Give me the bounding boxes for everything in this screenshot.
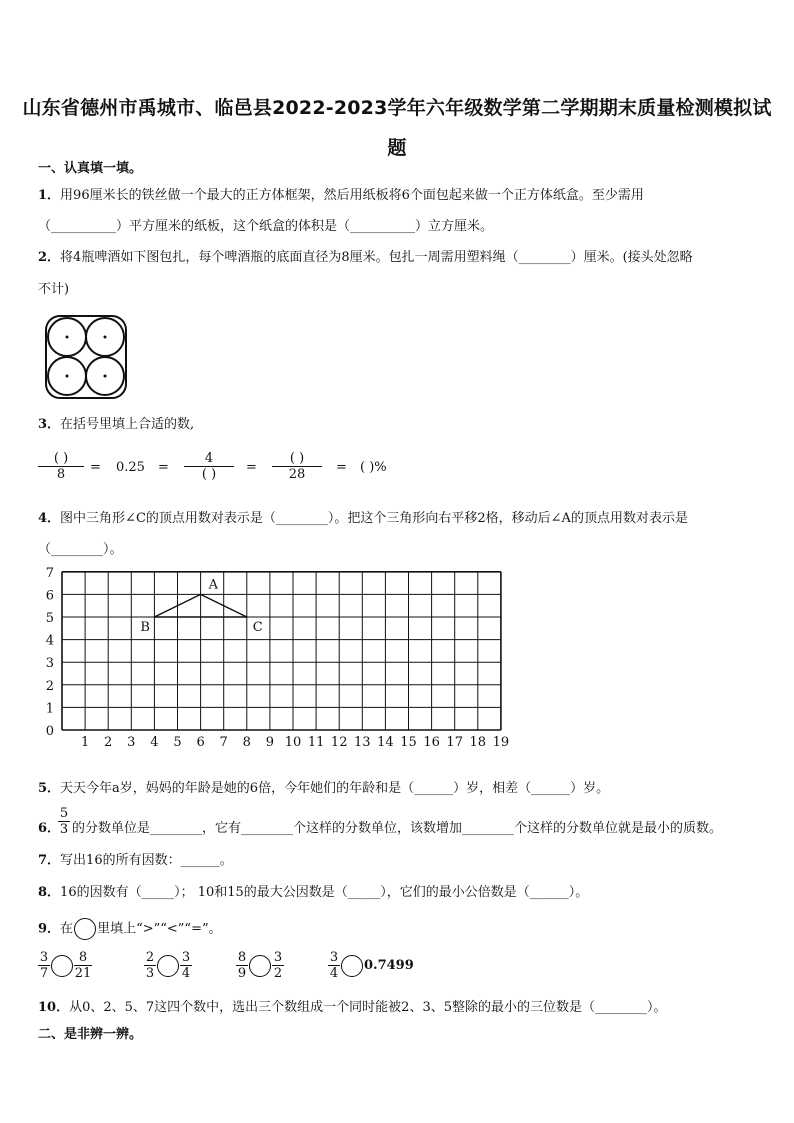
decimal-value: 0.7499	[364, 958, 414, 973]
y-tick-label: 6	[45, 588, 54, 604]
question-9	[38, 918, 222, 941]
x-tick-label: 18	[469, 735, 487, 750]
y-tick-label: 2	[45, 678, 54, 694]
question-10	[38, 999, 667, 1017]
equals-sign: =	[158, 460, 169, 475]
question-1-cont: （__________）平方厘米的纸板，这个纸盒的体积是（__________）立方厘米。	[38, 219, 494, 234]
vertex-label-c: C	[252, 620, 263, 635]
question-number: 6．	[38, 821, 61, 836]
question-4-cont: （________）。	[38, 542, 123, 557]
denominator: 4	[181, 966, 191, 981]
x-tick-label: 14	[377, 735, 394, 750]
question-text: 天天今年a岁，妈妈的年龄是她的6倍，今年她们的年龄和是（______）岁，相差（______）岁。	[60, 781, 610, 796]
question-text: 写出16的所有因数：______。	[60, 853, 233, 868]
question-number: 8．	[38, 885, 61, 900]
numerator: ( )	[272, 451, 322, 467]
rope-outline	[46, 316, 126, 398]
bottle-center	[66, 375, 69, 378]
question-text-post: 里填上“>”“<”“=”。	[97, 921, 222, 937]
question-text: 在括号里填上合适的数,	[60, 417, 195, 432]
comparison-1[interactable]	[38, 950, 92, 981]
bottle-center	[66, 336, 69, 339]
numerator: 8	[74, 950, 92, 966]
grid-lines	[62, 572, 501, 730]
y-tick-label: 5	[45, 611, 54, 626]
question-number: 3．	[38, 417, 61, 432]
question-7	[38, 852, 233, 870]
question-3-equation	[38, 449, 458, 489]
bottle-center	[104, 336, 107, 339]
x-tick-label: 7	[219, 735, 228, 750]
question-9-comparisons	[38, 950, 458, 990]
x-tick-label: 3	[127, 735, 136, 750]
fraction-3	[272, 451, 322, 482]
question-text: 从0、2、5、7这四个数中，选出三个数组成一个同时能被2、3、5整除的最小的三位数是（________）。	[69, 1000, 667, 1015]
numerator: 4	[184, 451, 234, 467]
denominator: 3	[59, 822, 69, 837]
question-number: 4．	[38, 511, 61, 526]
denominator: 3	[145, 966, 155, 981]
x-tick-label: 16	[423, 735, 440, 750]
vertex-label-b: B	[140, 620, 150, 635]
denominator: 28	[288, 467, 306, 482]
fraction-1	[38, 451, 84, 482]
compare-circle[interactable]	[341, 955, 363, 977]
question-text: 16的因数有（_____）； 10和15的最大公因数是（_____），它们的最小公倍数是（______）。	[60, 885, 589, 900]
denominator: 8	[56, 467, 66, 482]
fraction-2	[184, 451, 234, 482]
x-tick-label: 15	[400, 735, 417, 750]
question-2-cont: 不计)	[38, 282, 70, 297]
comparison-3[interactable]	[236, 950, 284, 981]
compare-circle[interactable]	[51, 955, 73, 977]
numerator: 3	[273, 950, 283, 965]
equals-sign: =	[246, 460, 257, 475]
x-tick-label: 9	[265, 735, 275, 750]
denominator: ( )	[201, 467, 217, 482]
question-text: 图中三角形∠C的顶点用数对表示是（________）。把这个三角形向右平移2格，移动后∠A的顶点用数对表示是	[60, 511, 688, 526]
numerator: 3	[181, 950, 191, 965]
equals-sign: =	[336, 460, 347, 475]
x-tick-label: 12	[330, 735, 348, 750]
question-number: 1．	[38, 188, 61, 203]
question-text-pre: 在	[60, 921, 74, 937]
numerator: 8	[237, 950, 247, 965]
x-tick-label: 19	[492, 735, 510, 750]
x-tick-label: 1	[80, 735, 90, 750]
section-2-heading: 二、是非辨一辨。	[38, 1027, 143, 1042]
denominator: 21	[74, 966, 92, 981]
question-5	[38, 780, 609, 798]
equals-sign: =	[90, 460, 101, 475]
compare-circle[interactable]	[157, 955, 179, 977]
x-tick-label: 10	[284, 735, 302, 750]
vertex-label-a: A	[208, 577, 218, 593]
x-tick-label: 5	[173, 735, 182, 750]
question-2	[38, 249, 693, 267]
question-1	[38, 187, 644, 205]
question-number: 9．	[38, 921, 61, 937]
x-tick-label: 8	[242, 735, 251, 750]
numerator: 2	[145, 950, 155, 965]
question-4	[38, 510, 688, 528]
fraction-5-3	[58, 806, 70, 837]
denominator: 2	[273, 966, 283, 981]
title-line-2: 题	[387, 137, 407, 159]
y-tick-label: 3	[45, 656, 54, 672]
question-number: 7．	[38, 853, 61, 868]
y-tick-label: 0	[45, 724, 54, 739]
y-tick-label: 1	[45, 701, 54, 717]
question-text: 用96厘米长的铁丝做一个最大的正方体框架，然后用纸板将6个面包起来做一个正方体纸盒。至少需用	[60, 188, 644, 203]
denominator: 9	[237, 966, 247, 981]
question-number: 10．	[38, 1000, 70, 1015]
title-line-1: 山东省德州市禹城市、临邑县2022-2023学年六年级数学第二学期期末质量检测模拟试	[22, 97, 772, 119]
section-1-heading: 一、认真填一填。	[38, 161, 143, 176]
numerator: 5	[59, 806, 69, 821]
x-tick-label: 17	[446, 735, 463, 750]
bottle-center	[104, 375, 107, 378]
x-tick-label: 4	[150, 735, 159, 750]
comparison-4[interactable]	[328, 950, 414, 981]
triangle-abc	[140, 577, 262, 635]
coordinate-grid	[40, 566, 510, 752]
question-text: 的分数单位是________，它有________个这样的分数单位，该数增加________个这样的分数单位就是最小的质数。	[72, 821, 723, 836]
numerator: 3	[329, 950, 339, 965]
question-3	[38, 416, 194, 434]
bottles-figure	[40, 310, 132, 404]
document-title	[20, 88, 774, 168]
numerator: 3	[39, 950, 49, 965]
numerator: ( )	[38, 451, 84, 467]
denominator: 7	[39, 966, 49, 981]
y-tick-label: 7	[45, 566, 54, 581]
question-text: 将4瓶啤酒如下图包扎，每个啤酒瓶的底面直径为8厘米。包扎一周需用塑料绳（________）厘米。(接头处忽略	[60, 250, 693, 265]
question-8	[38, 884, 588, 902]
question-number: 2．	[38, 250, 61, 265]
x-tick-label: 13	[354, 735, 371, 750]
answer-circle	[74, 918, 96, 940]
comparison-2[interactable]	[144, 950, 192, 981]
x-tick-label: 2	[104, 735, 113, 750]
x-tick-label: 11	[307, 735, 325, 750]
x-tick-label: 6	[196, 735, 205, 750]
grid-ticks	[46, 566, 509, 750]
percent-blank: ( )%	[360, 460, 387, 475]
compare-circle[interactable]	[249, 955, 271, 977]
question-number: 5．	[38, 781, 61, 796]
y-tick-label: 4	[45, 633, 54, 649]
decimal-value: 0.25	[116, 460, 145, 475]
denominator: 4	[329, 966, 339, 981]
